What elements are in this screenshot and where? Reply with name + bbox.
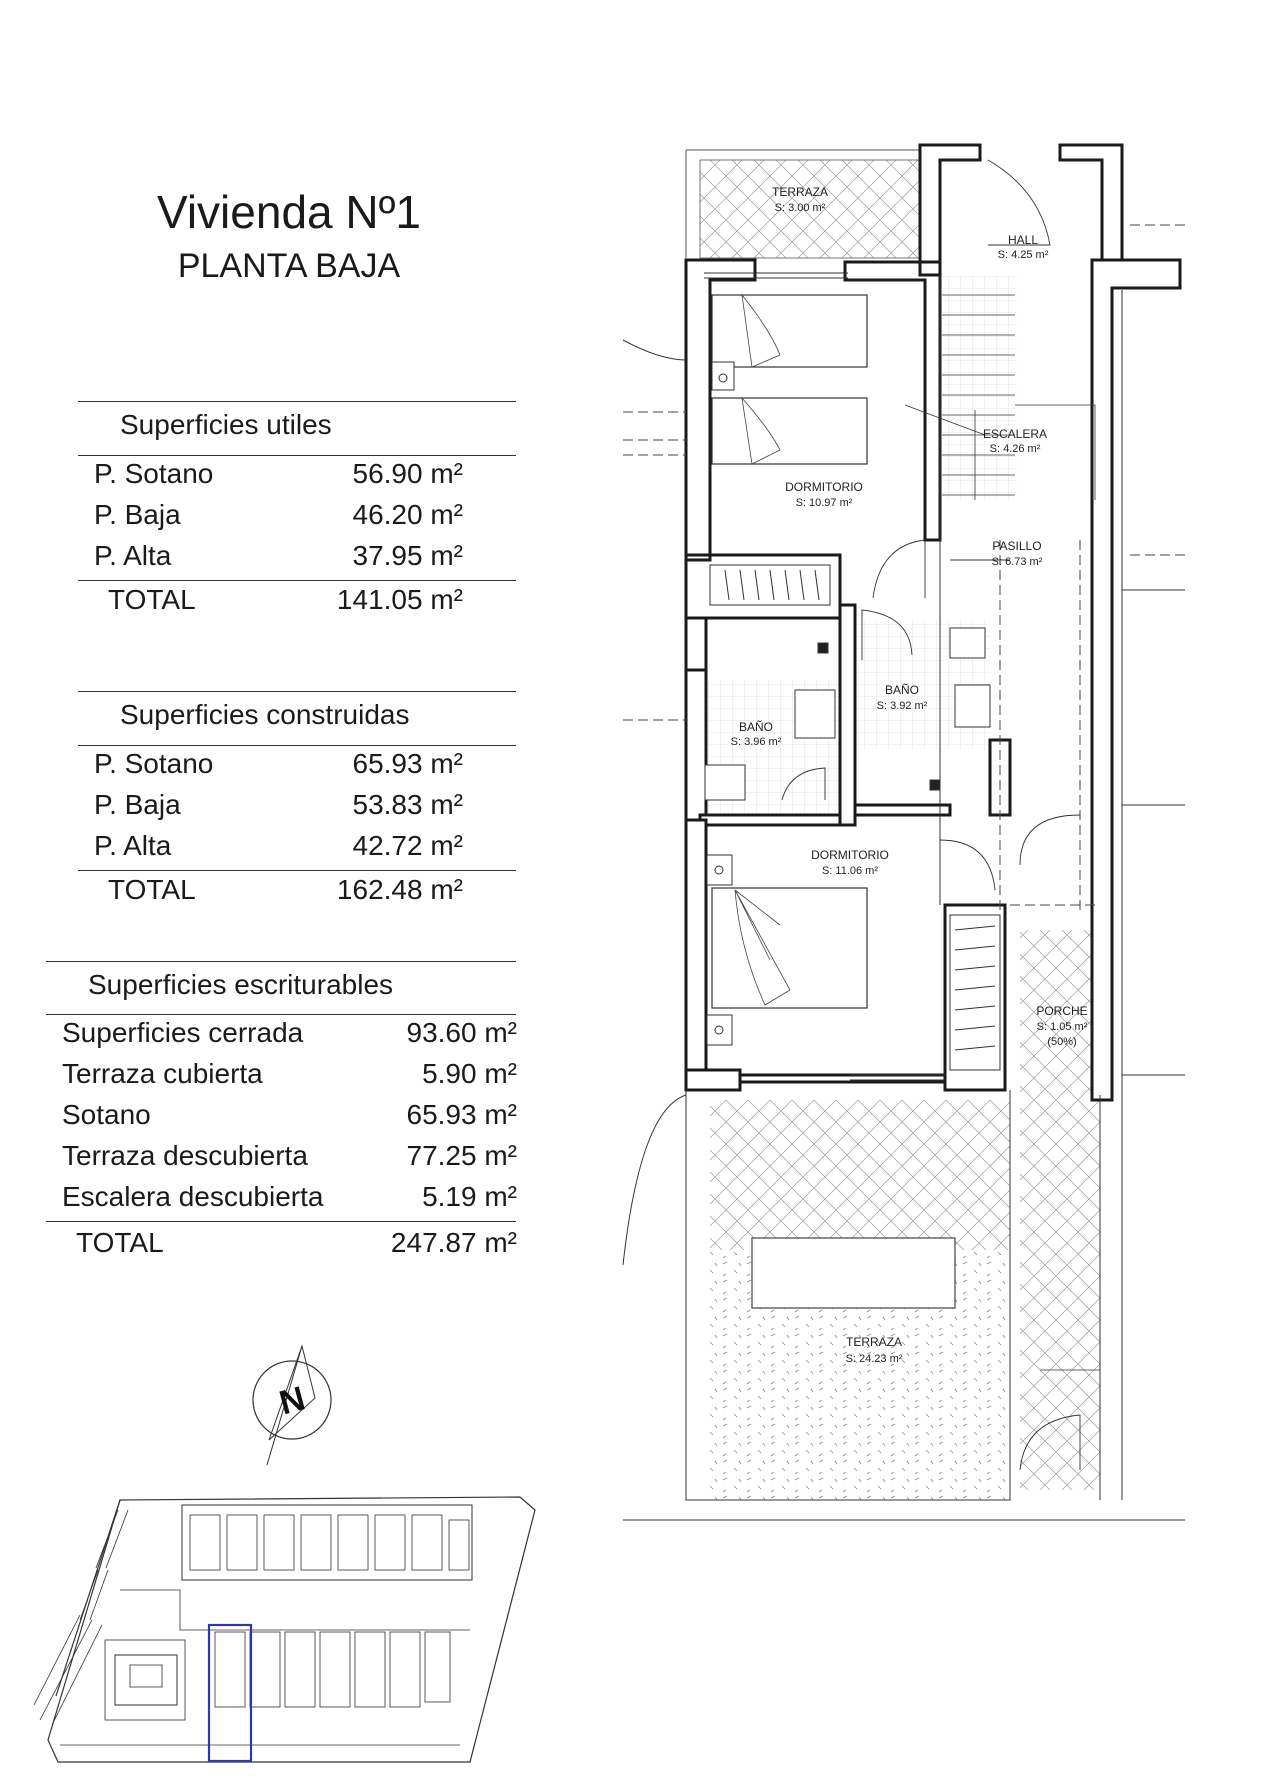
room-note: (50%) (1047, 1036, 1077, 1048)
room-name: TERRAZA (771, 185, 829, 199)
total-value: 141.05 m² (336, 584, 463, 615)
room-area: S: 1.05 m² (1036, 1021, 1088, 1033)
compass-icon (253, 1346, 331, 1465)
room-area: S: 3.92 m² (876, 700, 928, 712)
total-label: TOTAL (108, 874, 196, 905)
room-area: S: 6.73 m² (991, 556, 1043, 568)
room-name: BAÑO (738, 720, 774, 734)
table-heading: Superficies construidas (120, 699, 410, 730)
room-name: BAÑO (884, 683, 920, 697)
row-value: 5.19 m² (422, 1181, 517, 1212)
row-value: 37.95 m² (352, 540, 463, 571)
parking-stripes (34, 1510, 128, 1725)
room-area: S: 4.25 m² (997, 249, 1049, 261)
compass-letter: N (275, 1379, 310, 1423)
row-value: 65.93 m² (352, 748, 463, 779)
room-area: S: 24.23 m² (845, 1353, 903, 1365)
room-area: S: 3.96 m² (730, 736, 782, 748)
floor-plan (623, 145, 1185, 1520)
row-label: Escalera descubierta (62, 1181, 324, 1212)
total-value: 162.48 m² (336, 874, 463, 905)
room-name: PASILLO (992, 539, 1042, 553)
site-plan (34, 1497, 535, 1762)
row-value: 77.25 m² (406, 1140, 517, 1171)
total-label: TOTAL (108, 584, 196, 615)
row-label: P. Alta (94, 540, 172, 571)
row-label: Superficies cerrada (62, 1017, 304, 1048)
row-label: P. Sotano (94, 458, 214, 489)
row-label: P. Baja (94, 499, 181, 530)
row-label: Terraza cubierta (62, 1058, 263, 1089)
room-area: S: 3.00 m² (774, 202, 826, 214)
row-value: 56.90 m² (352, 458, 463, 489)
room-name: ESCALERA (982, 427, 1048, 441)
page-title: Vivienda Nº1 (156, 186, 421, 238)
row-label: Sotano (62, 1099, 151, 1130)
room-area: S: 10.97 m² (795, 497, 853, 509)
row-label: P. Baja (94, 789, 181, 820)
table-heading: Superficies escriturables (88, 969, 394, 1000)
room-area: S: 4.26 m² (989, 443, 1041, 455)
row-value: 53.83 m² (352, 789, 463, 820)
table-heading: Superficies utiles (120, 409, 332, 440)
row-label: Terraza descubierta (62, 1140, 308, 1171)
total-label: TOTAL (76, 1227, 164, 1258)
total-value: 247.87 m² (390, 1227, 517, 1258)
row-value: 42.72 m² (352, 830, 463, 861)
row-value: 46.20 m² (352, 499, 463, 530)
room-name: DORMITORIO (785, 480, 863, 494)
row-value: 65.93 m² (406, 1099, 517, 1130)
room-name: DORMITORIO (811, 848, 889, 862)
row-value: 93.60 m² (406, 1017, 517, 1048)
row-label: P. Sotano (94, 748, 214, 779)
room-name: HALL (1007, 233, 1039, 247)
row-label: P. Alta (94, 830, 172, 861)
page-subtitle: PLANTA BAJA (177, 247, 401, 285)
room-name: PORCHE (1036, 1004, 1088, 1018)
room-area: S: 11.06 m² (821, 865, 879, 877)
row-value: 5.90 m² (422, 1058, 517, 1089)
room-name: TERRAZA (845, 1335, 903, 1349)
